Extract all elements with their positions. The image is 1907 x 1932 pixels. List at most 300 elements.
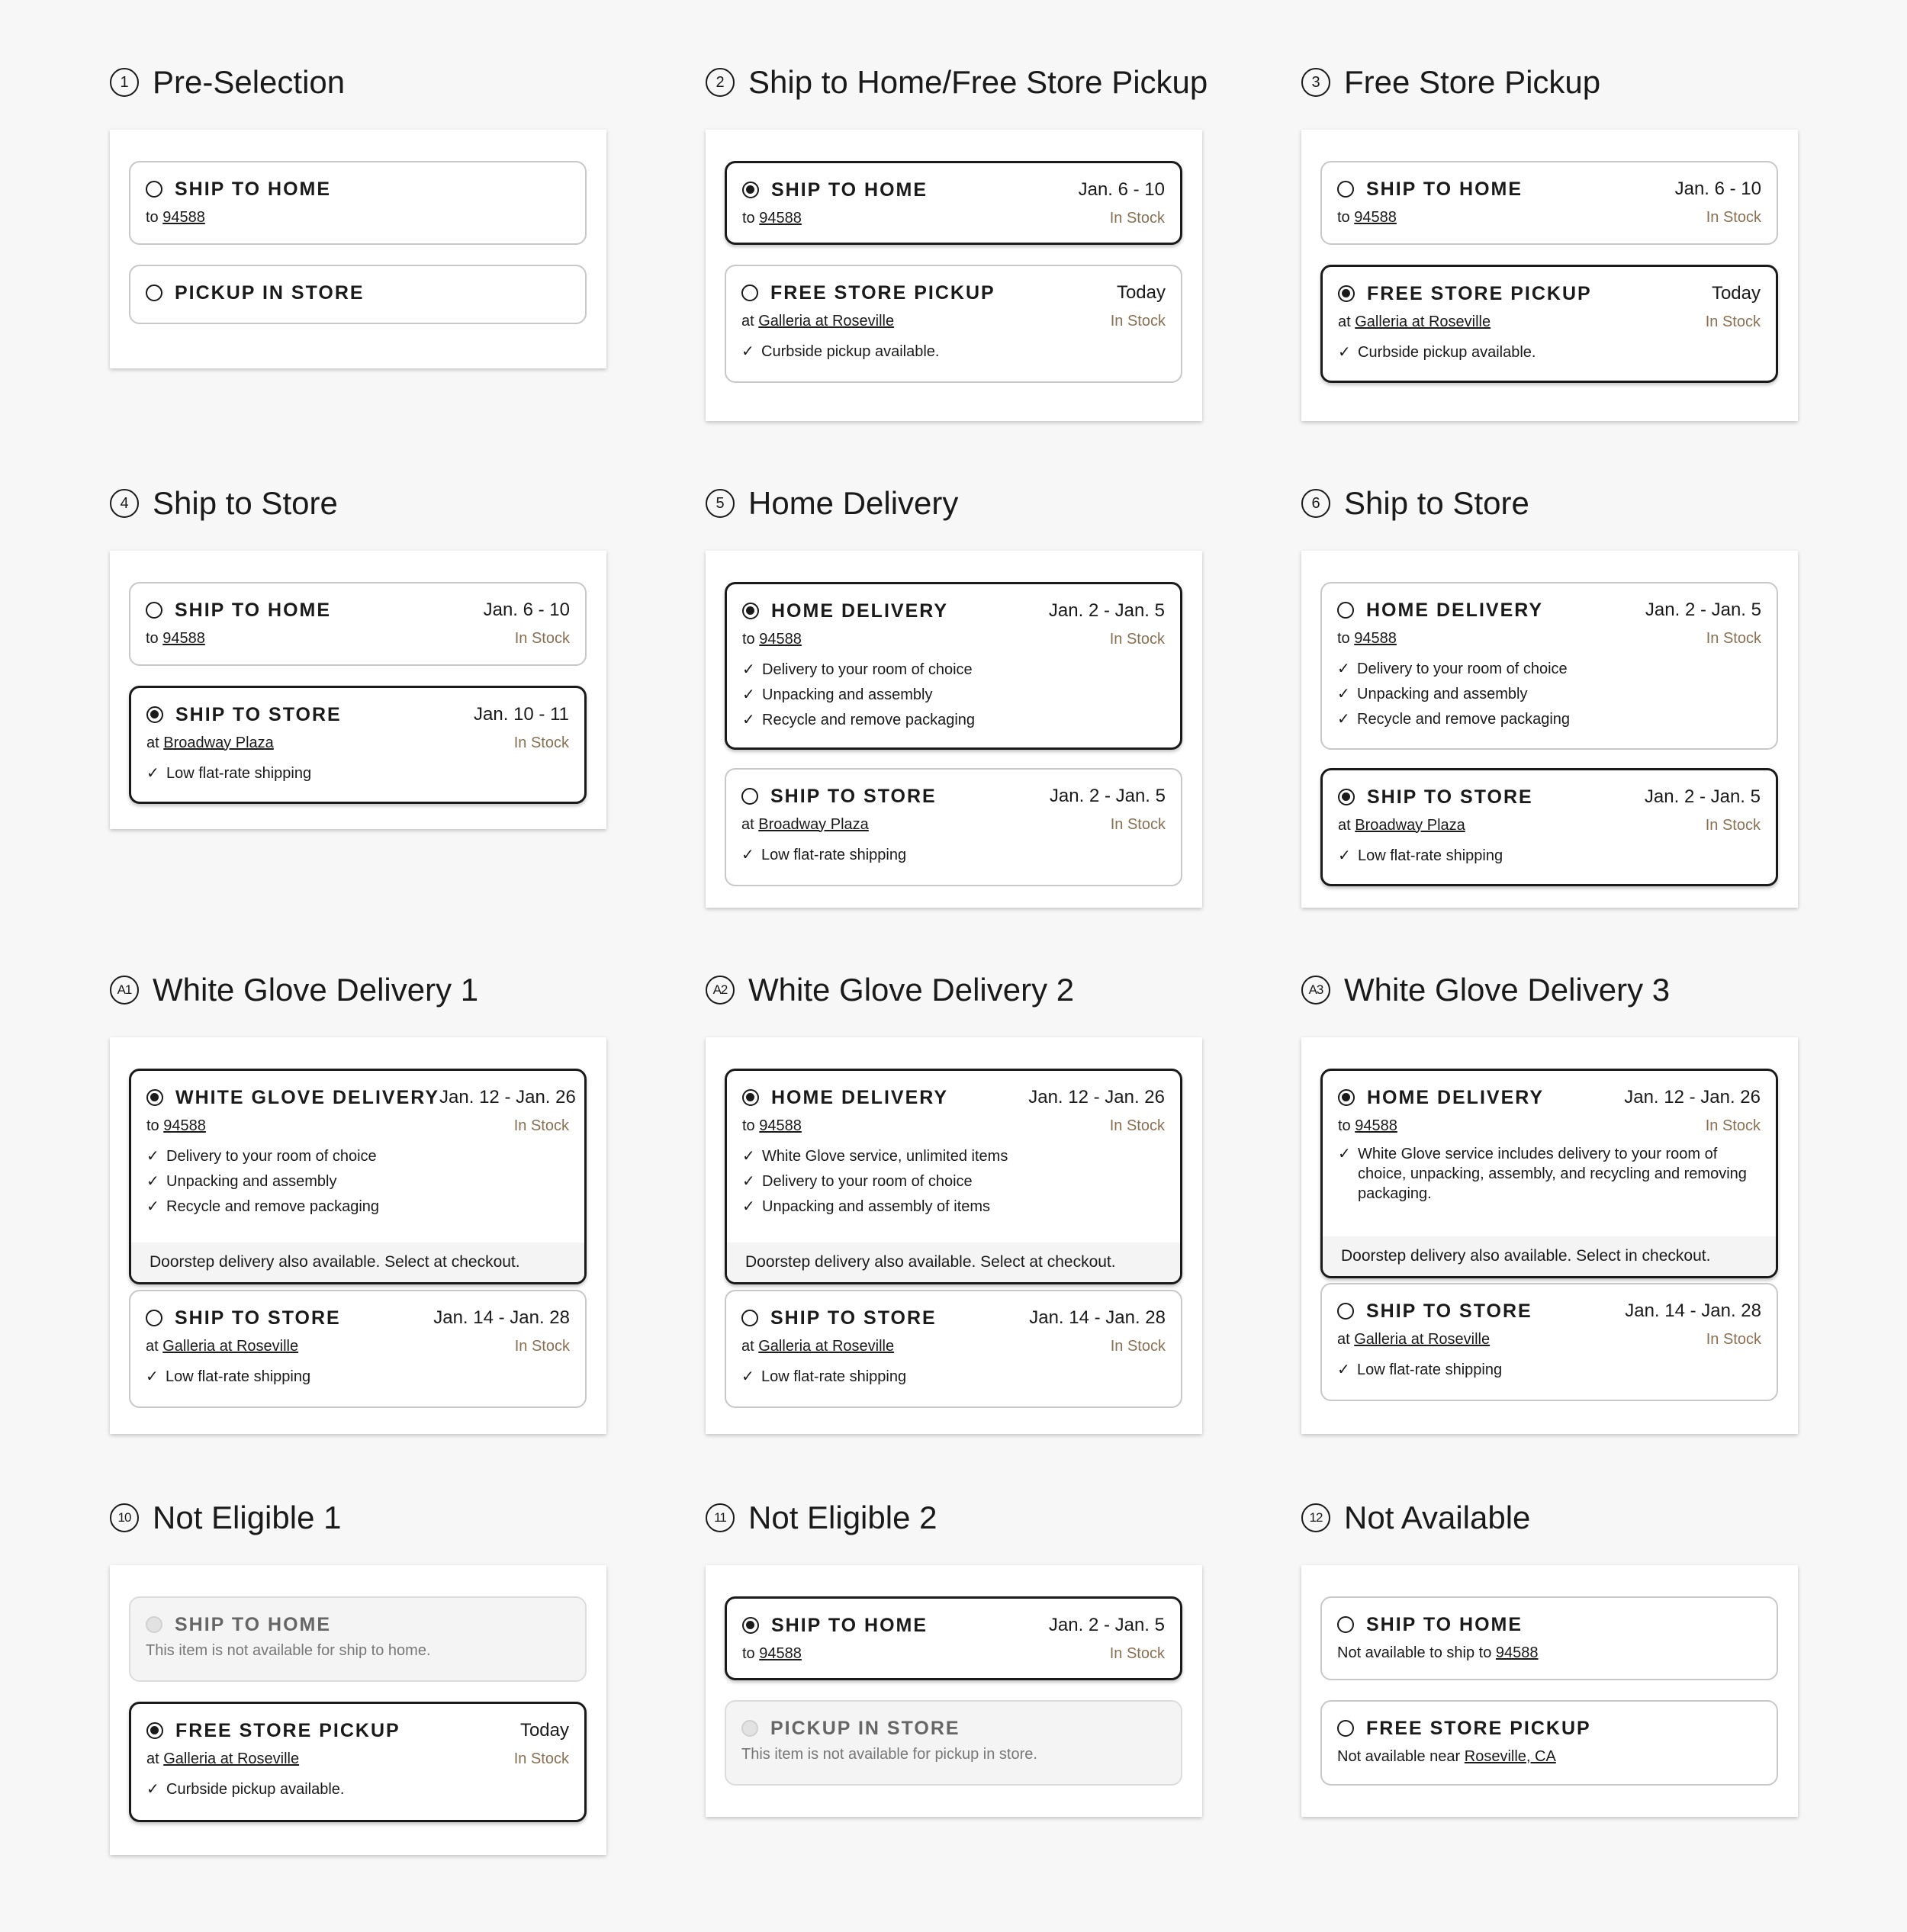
checkmark-icon: ✓: [742, 1148, 755, 1165]
radio-selected-icon[interactable]: [1338, 1089, 1355, 1106]
radio-selected-icon[interactable]: [742, 603, 759, 619]
stock-status: In Stock: [1705, 313, 1761, 330]
feature-item: [741, 339, 1166, 365]
option-header: [1337, 1613, 1761, 1636]
location-link[interactable]: Galleria at Roseville: [758, 312, 895, 330]
option-card-ship-to-store[interactable]: [1320, 768, 1778, 886]
section-10: [0, 1435, 610, 1863]
location-prefix: Not available to ship to: [1337, 1644, 1492, 1661]
options-panel: [110, 551, 606, 829]
options-panel: [706, 1565, 1202, 1817]
options-panel: [110, 1565, 606, 1855]
step-number-badge: 5: [706, 489, 735, 518]
option-card-ship-to-home[interactable]: [725, 161, 1182, 245]
option-title: SHIP TO STORE: [175, 1307, 341, 1329]
location-link[interactable]: Galleria at Roseville: [162, 1337, 299, 1355]
option-title: SHIP TO STORE: [175, 703, 342, 725]
location-text: [1337, 1331, 1706, 1349]
location-prefix: at: [1338, 313, 1351, 330]
option-location-line: [1337, 207, 1761, 228]
feature-list: [742, 1144, 1165, 1220]
location-link[interactable]: Galleria at Roseville: [1355, 313, 1491, 330]
unavailable-message: This item is not available for ship to home.: [146, 1642, 431, 1659]
option-card-body: [726, 266, 1181, 377]
checkmark-icon: ✓: [146, 1368, 159, 1385]
location-text: [146, 1117, 514, 1135]
location-text: [1337, 1644, 1761, 1662]
feature-text: Delivery to your room of choice: [762, 1173, 973, 1190]
option-title: SHIP TO HOME: [771, 1614, 928, 1636]
section-title: [706, 967, 1074, 1013]
section-a3: [1191, 908, 1802, 1442]
radio-unselected-icon: [146, 1616, 162, 1633]
radio-unselected-icon: [741, 1720, 758, 1737]
stock-status: In Stock: [514, 629, 570, 647]
option-card-ship-to-store[interactable]: [129, 686, 587, 804]
feature-text: Low flat-rate shipping: [166, 1368, 311, 1385]
radio-unselected-icon[interactable]: [1337, 1720, 1354, 1737]
section-a2: [596, 908, 1206, 1442]
section-heading: Free Store Pickup: [1344, 64, 1601, 100]
feature-text: Low flat-rate shipping: [166, 765, 312, 782]
feature-item: [742, 1194, 1165, 1220]
option-card-ship-to-store[interactable]: [129, 1290, 587, 1408]
checkmark-icon: ✓: [1337, 711, 1350, 728]
section-heading: Not Available: [1344, 1500, 1531, 1535]
option-header: [741, 281, 1166, 304]
checkmark-icon: ✓: [742, 1173, 755, 1190]
delivery-date: Jan. 6 - 10: [1674, 178, 1761, 199]
radio-selected-icon[interactable]: [1338, 789, 1355, 805]
option-card-ship-to-home[interactable]: [129, 161, 587, 245]
location-text: [742, 210, 1110, 227]
option-card-body: [726, 1291, 1181, 1402]
feature-item: [1338, 1144, 1761, 1204]
section-title: [1301, 59, 1600, 105]
option-header: [1338, 282, 1761, 305]
feature-item: [146, 1365, 570, 1390]
option-card-body: [131, 1071, 584, 1232]
feature-item: [742, 1169, 1165, 1194]
location-prefix: to: [742, 209, 755, 227]
option-location-line: [146, 1748, 569, 1770]
delivery-date: Today: [1711, 283, 1761, 304]
feature-item: [1337, 657, 1761, 682]
location-text: [1337, 1748, 1761, 1766]
delivery-date: Jan. 6 - 10: [1078, 179, 1165, 200]
option-location-line: [741, 1336, 1166, 1357]
option-title: FREE STORE PICKUP: [1367, 282, 1592, 304]
feature-item: [146, 761, 569, 786]
option-header: [1338, 786, 1761, 808]
feature-item: [146, 1169, 569, 1194]
radio-unselected-icon[interactable]: [1337, 1616, 1354, 1633]
radio-unselected-icon[interactable]: [741, 1310, 758, 1326]
feature-item: [146, 1144, 569, 1169]
feature-item: [742, 708, 1165, 733]
option-card-body: [130, 266, 585, 317]
radio-selected-icon[interactable]: [1338, 285, 1355, 302]
section-title: [110, 59, 345, 105]
location-link[interactable]: 94588: [163, 1117, 206, 1134]
location-link[interactable]: 94588: [1495, 1644, 1539, 1661]
option-card-body: [131, 1704, 584, 1815]
option-header: [146, 178, 570, 201]
location-prefix: to: [146, 1117, 159, 1134]
step-number-badge: 11: [706, 1503, 735, 1532]
section-5: [596, 421, 1206, 915]
feature-text: Low flat-rate shipping: [1357, 1361, 1503, 1378]
option-card-free-store-pickup[interactable]: [1320, 1700, 1778, 1786]
feature-text: Recycle and remove packaging: [166, 1198, 380, 1215]
step-number-badge: 4: [110, 489, 139, 518]
feature-item: [1337, 682, 1761, 707]
feature-item: [742, 683, 1165, 708]
option-title: PICKUP IN STORE: [175, 281, 365, 304]
feature-item: [1338, 340, 1761, 365]
stock-status: In Stock: [1109, 1644, 1165, 1662]
option-location-line: [146, 732, 569, 754]
feature-list: [742, 657, 1165, 733]
section-title: [110, 481, 338, 526]
option-header: [146, 1719, 569, 1742]
option-card-home-delivery[interactable]: [725, 582, 1182, 750]
option-location-line: [146, 1115, 569, 1136]
option-header: [146, 281, 570, 304]
location-prefix: to: [146, 629, 159, 647]
option-header: [1338, 1086, 1761, 1109]
option-location-line: [741, 814, 1166, 835]
stock-status: In Stock: [1110, 312, 1166, 330]
location-prefix: at: [146, 1337, 159, 1355]
location-link[interactable]: 94588: [759, 1644, 802, 1662]
section-heading: White Glove Delivery 3: [1344, 972, 1671, 1008]
checkmark-icon: ✓: [146, 1148, 159, 1165]
delivery-date: Jan. 2 - Jan. 5: [1048, 600, 1165, 621]
option-title: SHIP TO HOME: [1366, 1613, 1523, 1635]
option-title: SHIP TO STORE: [770, 1307, 937, 1329]
option-card-body: [1322, 162, 1777, 240]
option-header: [1337, 599, 1761, 622]
radio-selected-icon[interactable]: [146, 706, 163, 723]
option-title: SHIP TO HOME: [771, 178, 928, 201]
option-title: HOME DELIVERY: [771, 1086, 949, 1108]
option-card-free-store-pickup[interactable]: [129, 1702, 587, 1822]
location-prefix: to: [146, 208, 159, 226]
option-title: WHITE GLOVE DELIVERY: [175, 1086, 440, 1108]
location-prefix: at: [1337, 1330, 1350, 1348]
section-heading: White Glove Delivery 2: [748, 972, 1075, 1008]
feature-text: White Glove service, unlimited items: [762, 1148, 1008, 1165]
step-number-badge: 1: [110, 68, 139, 97]
option-location-line: [1338, 1115, 1761, 1136]
location-prefix: to: [742, 630, 755, 648]
option-title: HOME DELIVERY: [1367, 1086, 1545, 1108]
option-location-line: [146, 628, 570, 649]
option-card-ship-to-home[interactable]: [1320, 1596, 1778, 1680]
feature-list: [146, 1777, 569, 1802]
radio-unselected-icon[interactable]: [741, 284, 758, 301]
option-card-body: [130, 1598, 585, 1672]
option-header: [742, 178, 1165, 201]
option-card-body: [727, 1071, 1180, 1232]
option-card-ship-to-home[interactable]: [725, 1596, 1182, 1680]
option-location-line: [741, 310, 1166, 332]
options-panel: [706, 1037, 1202, 1434]
location-link[interactable]: Broadway Plaza: [163, 734, 274, 751]
location-text: [742, 631, 1110, 648]
feature-text: Curbside pickup available.: [761, 343, 940, 360]
checkmark-icon: ✓: [146, 1198, 159, 1215]
location-link[interactable]: 94588: [1354, 208, 1397, 226]
section-heading: Not Eligible 2: [748, 1500, 937, 1535]
delivery-date: Jan. 2 - Jan. 5: [1645, 600, 1761, 620]
option-title: SHIP TO HOME: [175, 178, 332, 200]
option-card-body: [1323, 267, 1776, 378]
delivery-date: Jan. 2 - Jan. 5: [1049, 786, 1166, 806]
radio-selected-icon[interactable]: [146, 1722, 163, 1739]
option-title: SHIP TO HOME: [175, 599, 332, 621]
location-prefix: at: [741, 815, 754, 833]
option-card-body: [726, 770, 1181, 880]
feature-text: Curbside pickup available.: [1358, 344, 1536, 361]
location-link[interactable]: 94588: [1355, 1117, 1397, 1134]
checkmark-icon: ✓: [1338, 847, 1351, 864]
options-panel: [110, 1037, 606, 1434]
location-text: [146, 1338, 515, 1355]
location-prefix: at: [146, 1750, 159, 1767]
option-location-line: [742, 1643, 1165, 1664]
location-text: [146, 630, 515, 648]
radio-selected-icon[interactable]: [742, 1089, 759, 1106]
radio-unselected-icon[interactable]: [1337, 181, 1354, 198]
option-card-body: [1323, 1071, 1776, 1216]
checkmark-icon: ✓: [742, 686, 755, 703]
feature-list: [1338, 340, 1761, 365]
radio-unselected-icon[interactable]: [146, 284, 162, 301]
option-card-home-delivery[interactable]: [1320, 582, 1778, 750]
radio-unselected-icon[interactable]: [146, 602, 162, 619]
section-heading: Ship to Store: [153, 485, 338, 521]
section-heading: Ship to Home/Free Store Pickup: [748, 64, 1208, 100]
option-header: [742, 1614, 1165, 1637]
delivery-date: Jan. 14 - Jan. 28: [1625, 1300, 1761, 1321]
option-header: [741, 1307, 1166, 1329]
options-panel: [110, 130, 606, 368]
location-link[interactable]: 94588: [1354, 629, 1397, 647]
location-link[interactable]: 94588: [759, 209, 802, 227]
feature-list: [1337, 657, 1761, 732]
section-6: [1191, 421, 1802, 915]
section-heading: White Glove Delivery 1: [153, 972, 479, 1008]
checkmark-icon: ✓: [1337, 686, 1350, 702]
stock-status: In Stock: [1109, 1117, 1165, 1134]
location-prefix: Not available near: [1337, 1747, 1461, 1765]
feature-item: [1337, 707, 1761, 732]
option-card-ship-to-home[interactable]: [129, 582, 587, 666]
feature-list: [1337, 1358, 1761, 1383]
stock-status: In Stock: [1705, 1117, 1761, 1134]
option-title: FREE STORE PICKUP: [770, 281, 995, 304]
doorstep-note: Doorstep delivery also available. Select at checkout.: [727, 1242, 1180, 1282]
delivery-date: Jan. 2 - Jan. 5: [1048, 1615, 1165, 1635]
option-card-home-delivery[interactable]: [1320, 1069, 1778, 1278]
feature-item: [146, 1194, 569, 1220]
option-card-free-store-pickup[interactable]: [1320, 265, 1778, 383]
radio-selected-icon[interactable]: [742, 1617, 759, 1634]
radio-unselected-icon[interactable]: [146, 1310, 162, 1326]
location-link[interactable]: Broadway Plaza: [1355, 816, 1465, 834]
option-card-body: [131, 688, 584, 799]
option-header: [741, 785, 1166, 808]
feature-text: Recycle and remove packaging: [762, 712, 976, 728]
radio-unselected-icon[interactable]: [146, 181, 162, 198]
section-12: [1191, 1435, 1802, 1824]
section-title: [706, 59, 1208, 105]
step-number-badge: 12: [1301, 1503, 1330, 1532]
feature-item: [741, 843, 1166, 868]
delivery-date: Today: [1116, 282, 1166, 303]
feature-list: [146, 1365, 570, 1390]
feature-item: [1338, 844, 1761, 869]
radio-unselected-icon[interactable]: [741, 788, 758, 805]
location-link[interactable]: Roseville, CA: [1464, 1747, 1556, 1765]
checkmark-icon: ✓: [741, 847, 754, 863]
location-text: [1338, 313, 1706, 331]
feature-item: [742, 657, 1165, 683]
step-number-badge: A3: [1301, 976, 1330, 1005]
option-card-pickup-in-store[interactable]: [129, 265, 587, 324]
option-card-body: [130, 1291, 585, 1402]
option-card-pickup-in-store: [725, 1700, 1182, 1786]
radio-unselected-icon[interactable]: [1337, 602, 1354, 619]
feature-text: Unpacking and assembly: [762, 686, 933, 703]
checkmark-icon: ✓: [146, 1173, 159, 1190]
option-location-line: [1337, 628, 1761, 649]
feature-list: [1338, 1144, 1761, 1204]
option-header: [1337, 1717, 1761, 1740]
option-location-line: [146, 1336, 570, 1357]
location-link[interactable]: 94588: [162, 208, 205, 226]
step-number-badge: 3: [1301, 68, 1330, 97]
location-link[interactable]: 94588: [759, 630, 802, 648]
delivery-date: Jan. 12 - Jan. 26: [1624, 1087, 1761, 1107]
radio-selected-icon[interactable]: [146, 1089, 163, 1106]
location-link[interactable]: Galleria at Roseville: [163, 1750, 300, 1767]
checkmark-icon: ✓: [146, 1781, 159, 1798]
option-card-ship-to-store[interactable]: [725, 768, 1182, 886]
option-card-home-delivery[interactable]: [725, 1069, 1182, 1284]
option-card-free-store-pickup[interactable]: [725, 265, 1182, 383]
step-number-badge: A2: [706, 976, 735, 1005]
stock-status: In Stock: [1706, 208, 1761, 226]
option-location-line: [1337, 1329, 1761, 1350]
options-panel: [706, 130, 1202, 421]
option-title: SHIP TO STORE: [1366, 1300, 1532, 1322]
feature-list: [741, 339, 1166, 365]
section-4: [0, 421, 610, 837]
feature-item: [146, 1777, 569, 1802]
location-link[interactable]: 94588: [162, 629, 205, 647]
radio-unselected-icon[interactable]: [1337, 1303, 1354, 1320]
stock-status: In Stock: [1109, 630, 1165, 648]
option-title: SHIP TO STORE: [770, 785, 937, 807]
step-number-badge: 10: [110, 1503, 139, 1532]
location-text: [1338, 817, 1706, 834]
section-heading: Pre-Selection: [153, 64, 346, 100]
section-11: [596, 1435, 1206, 1824]
location-text: [1337, 209, 1706, 227]
option-header: [146, 599, 570, 622]
option-card-ship-to-store[interactable]: [725, 1290, 1182, 1408]
step-number-badge: A1: [110, 976, 139, 1005]
option-card-body: [1322, 1284, 1777, 1395]
delivery-date: Jan. 10 - 11: [474, 704, 569, 725]
location-text: [741, 313, 1111, 330]
option-card-ship-to-home: [129, 1596, 587, 1682]
option-location-line: [146, 207, 570, 228]
feature-list: [741, 1365, 1166, 1390]
option-card-ship-to-store[interactable]: [1320, 1283, 1778, 1401]
feature-item: [741, 1365, 1166, 1390]
location-text: [742, 1645, 1110, 1663]
feature-text: Curbside pickup available.: [166, 1781, 345, 1798]
section-a1: [0, 908, 610, 1442]
feature-list: [146, 761, 569, 786]
stock-status: In Stock: [1705, 816, 1761, 834]
option-card-body: [130, 162, 585, 240]
stock-status: In Stock: [1110, 1337, 1166, 1355]
location-text: [146, 735, 514, 752]
location-link[interactable]: Broadway Plaza: [758, 815, 869, 833]
location-link[interactable]: 94588: [759, 1117, 802, 1134]
option-card-body: [130, 583, 585, 661]
feature-list: [741, 843, 1166, 868]
feature-item: [742, 1144, 1165, 1169]
options-panel: [1301, 551, 1798, 908]
location-prefix: to: [742, 1117, 755, 1134]
option-card-body: [727, 584, 1180, 745]
option-header: [1337, 178, 1761, 201]
step-number-badge: 2: [706, 68, 735, 97]
stock-status: In Stock: [513, 1117, 569, 1134]
option-card-body: [727, 1599, 1180, 1676]
location-text: [1337, 630, 1706, 648]
option-card-white-glove-delivery[interactable]: [129, 1069, 587, 1284]
location-prefix: to: [1337, 208, 1350, 226]
feature-text: Unpacking and assembly: [1357, 686, 1528, 702]
option-card-ship-to-home[interactable]: [1320, 161, 1778, 245]
section-3: [1191, 0, 1802, 429]
checkmark-icon: ✓: [741, 1368, 754, 1385]
option-title: HOME DELIVERY: [771, 600, 949, 622]
unavailable-message: This item is not available for pickup in store.: [741, 1746, 1037, 1763]
option-card-body: [727, 163, 1180, 241]
location-link[interactable]: Galleria at Roseville: [1354, 1330, 1491, 1348]
checkmark-icon: ✓: [1337, 661, 1350, 677]
stock-status: In Stock: [514, 1337, 570, 1355]
location-prefix: to: [742, 1644, 755, 1662]
radio-selected-icon[interactable]: [742, 182, 759, 198]
options-panel: [1301, 1565, 1798, 1817]
option-header: [146, 1307, 570, 1329]
location-link[interactable]: Galleria at Roseville: [758, 1337, 895, 1355]
checkmark-icon: ✓: [742, 1198, 755, 1215]
feature-text: Unpacking and assembly of items: [762, 1198, 991, 1215]
doorstep-note: Doorstep delivery also available. Select at checkout.: [131, 1242, 584, 1282]
feature-text: Recycle and remove packaging: [1357, 711, 1571, 728]
location-prefix: at: [741, 312, 754, 330]
